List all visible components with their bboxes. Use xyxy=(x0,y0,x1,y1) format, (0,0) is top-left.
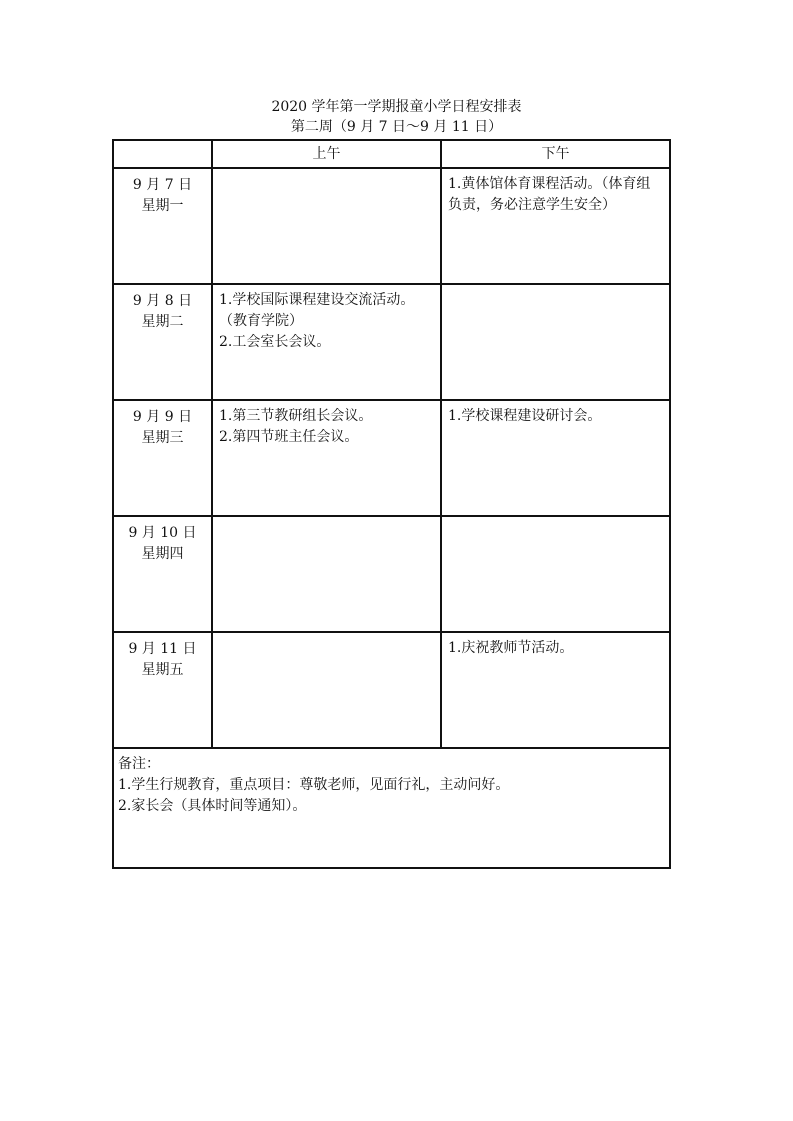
day-cell xyxy=(113,632,212,748)
schedule-item: 1.第三节教研组长会议。 xyxy=(219,408,373,424)
morning-cell xyxy=(212,284,441,400)
afternoon-cell xyxy=(441,516,670,632)
notes-heading: 备注： xyxy=(118,756,160,772)
morning-cell xyxy=(212,632,441,748)
table-header-row xyxy=(113,140,670,168)
day-cell xyxy=(113,168,212,284)
day-weekday: 星期三 xyxy=(141,430,184,446)
schedule-item: 1.黄体馆体育课程活动。（体育组负责，务必注意学生安全） xyxy=(448,176,651,213)
day-date: 9 月 7 日 xyxy=(132,177,193,193)
afternoon-cell xyxy=(441,632,670,748)
afternoon-cell xyxy=(441,284,670,400)
schedule-item: 1.学校国际课程建设交流活动。（教育学院） xyxy=(219,292,415,329)
schedule-table xyxy=(112,139,671,869)
day-cell xyxy=(113,400,212,516)
notes-cell xyxy=(113,748,670,868)
table-row xyxy=(113,516,670,632)
morning-cell xyxy=(212,400,441,516)
day-weekday: 星期四 xyxy=(141,546,184,562)
day-date: 9 月 11 日 xyxy=(128,641,197,657)
table-row xyxy=(113,168,670,284)
table-row xyxy=(113,632,670,748)
schedule-item: 1.庆祝教师节活动。 xyxy=(448,640,574,656)
note-item: 1.学生行规教育，重点项目：尊敬老师，见面行礼，主动问好。 xyxy=(118,777,510,793)
day-date: 9 月 8 日 xyxy=(132,293,193,309)
afternoon-cell xyxy=(441,400,670,516)
day-weekday: 星期五 xyxy=(141,662,184,678)
afternoon-cell xyxy=(441,168,670,284)
day-cell xyxy=(113,284,212,400)
table-row xyxy=(113,400,670,516)
document-subtitle-week: 第二周（9 月 7 日～9 月 11 日） xyxy=(290,119,503,135)
table-row xyxy=(113,284,670,400)
note-item: 2.家长会（具体时间等通知）。 xyxy=(118,798,307,814)
day-date: 9 月 9 日 xyxy=(132,409,193,425)
day-cell xyxy=(113,516,212,632)
schedule-item: 1.学校课程建设研讨会。 xyxy=(448,408,602,424)
morning-cell xyxy=(212,168,441,284)
notes-row xyxy=(113,748,670,868)
day-weekday: 星期一 xyxy=(141,198,184,214)
header-morning: 上午 xyxy=(212,140,441,168)
day-date: 9 月 10 日 xyxy=(128,525,197,541)
morning-cell xyxy=(212,516,441,632)
document-title: 2020 学年第一学期报童小学日程安排表 xyxy=(271,99,522,115)
header-afternoon: 下午 xyxy=(441,140,670,168)
schedule-item: 2.工会室长会议。 xyxy=(219,334,331,350)
schedule-item: 2.第四节班主任会议。 xyxy=(219,429,359,445)
day-weekday: 星期二 xyxy=(141,314,184,330)
header-blank-cell xyxy=(113,140,212,168)
